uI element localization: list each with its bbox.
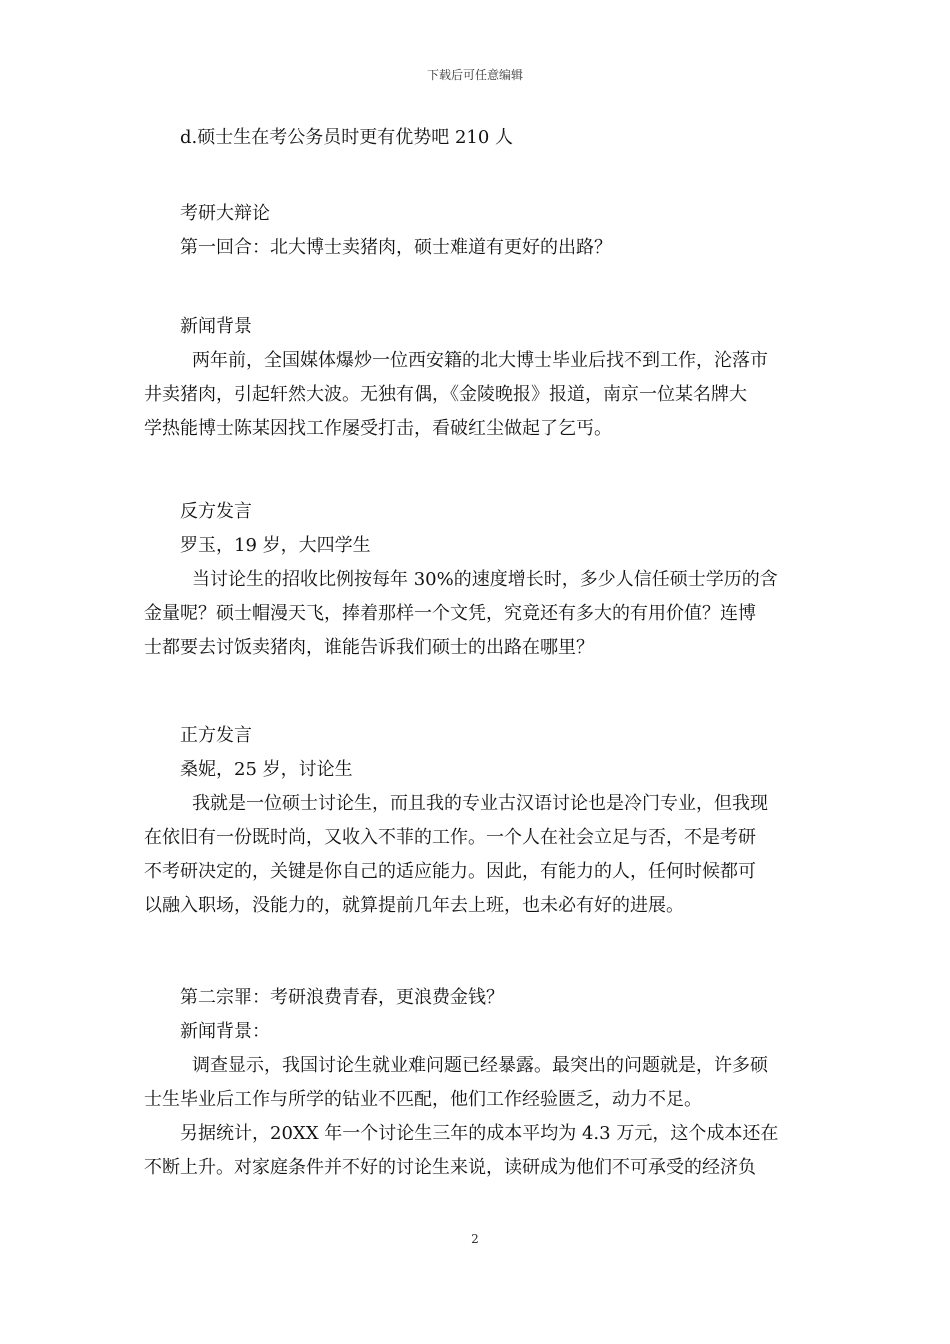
text-line: 不断上升。对家庭条件并不好的讨论生来说，读研成为他们不可承受的经济负 (144, 1157, 756, 1178)
subheading: 新闻背景： (180, 1021, 270, 1042)
section-title: 考研大辩论 (180, 203, 270, 224)
text-line: 学热能博士陈某因找工作屡受打击，看破红尘做起了乞丐。 (144, 418, 612, 439)
section-debate (144, 197, 808, 265)
page-header: 下载后可任意编辑 (426, 68, 523, 82)
text-line: 井卖猪肉，引起轩然大波。无独有偶，《金陵晚报》报道，南京一位某名牌大 (144, 384, 747, 405)
text-line: 当讨论生的招收比例按每年 30%的速度增长时，多少人信任硕士学历的含 (192, 569, 778, 590)
text-line: 士都要去讨饭卖猪肉，谁能告诉我们硕士的出路在哪里？ (144, 637, 594, 658)
speaker-info: 罗玉，19 岁，大四学生 (180, 535, 371, 556)
text-line: 以融入职场，没能力的，就算提前几年去上班，也未必有好的进展。 (144, 895, 684, 916)
page-number: 2 (471, 1232, 479, 1246)
opposing-speech (144, 495, 808, 665)
text-line: 调查显示，我国讨论生就业难问题已经暴露。最突出的问题就是，许多硕 (192, 1055, 768, 1076)
text-line: 金量呢？硕士帽漫天飞，捧着那样一个文凭，究竟还有多大的有用价值？连博 (144, 603, 756, 624)
text-line: 我就是一位硕士讨论生，而且我的专业古汉语讨论也是冷门专业，但我现 (192, 793, 768, 814)
speaker-info: 桑妮，25 岁，讨论生 (180, 759, 353, 780)
text-line: d.硕士生在考公务员时更有优势吧 210 人 (180, 127, 514, 148)
round-title: 第一回合：北大博士卖猪肉，硕士难道有更好的出路？ (180, 237, 612, 258)
body-paragraph (144, 121, 808, 155)
text-line: 在依旧有一份既时尚，又收入不菲的工作。一个人在社会立足与否，不是考研 (144, 827, 756, 848)
text-line: 两年前，全国媒体爆炒一位西安籍的北大博士毕业后找不到工作，沦落市 (192, 350, 768, 371)
supporting-speech (144, 719, 808, 923)
second-sin-section (144, 981, 808, 1185)
subheading: 反方发言 (180, 501, 252, 522)
news-background-1 (144, 310, 808, 446)
subheading: 新闻背景 (180, 316, 252, 337)
text-line: 不考研决定的，关键是你自己的适应能力。因此，有能力的人，任何时候都可 (144, 861, 756, 882)
section-title: 第二宗罪：考研浪费青春，更浪费金钱？ (180, 987, 504, 1008)
text-line: 另据统计，20XX 年一个讨论生三年的成本平均为 4.3 万元，这个成本还在 (180, 1123, 779, 1144)
subheading: 正方发言 (180, 725, 252, 746)
text-line: 士生毕业后工作与所学的钻业不匹配，他们工作经验匮乏，动力不足。 (144, 1089, 702, 1110)
